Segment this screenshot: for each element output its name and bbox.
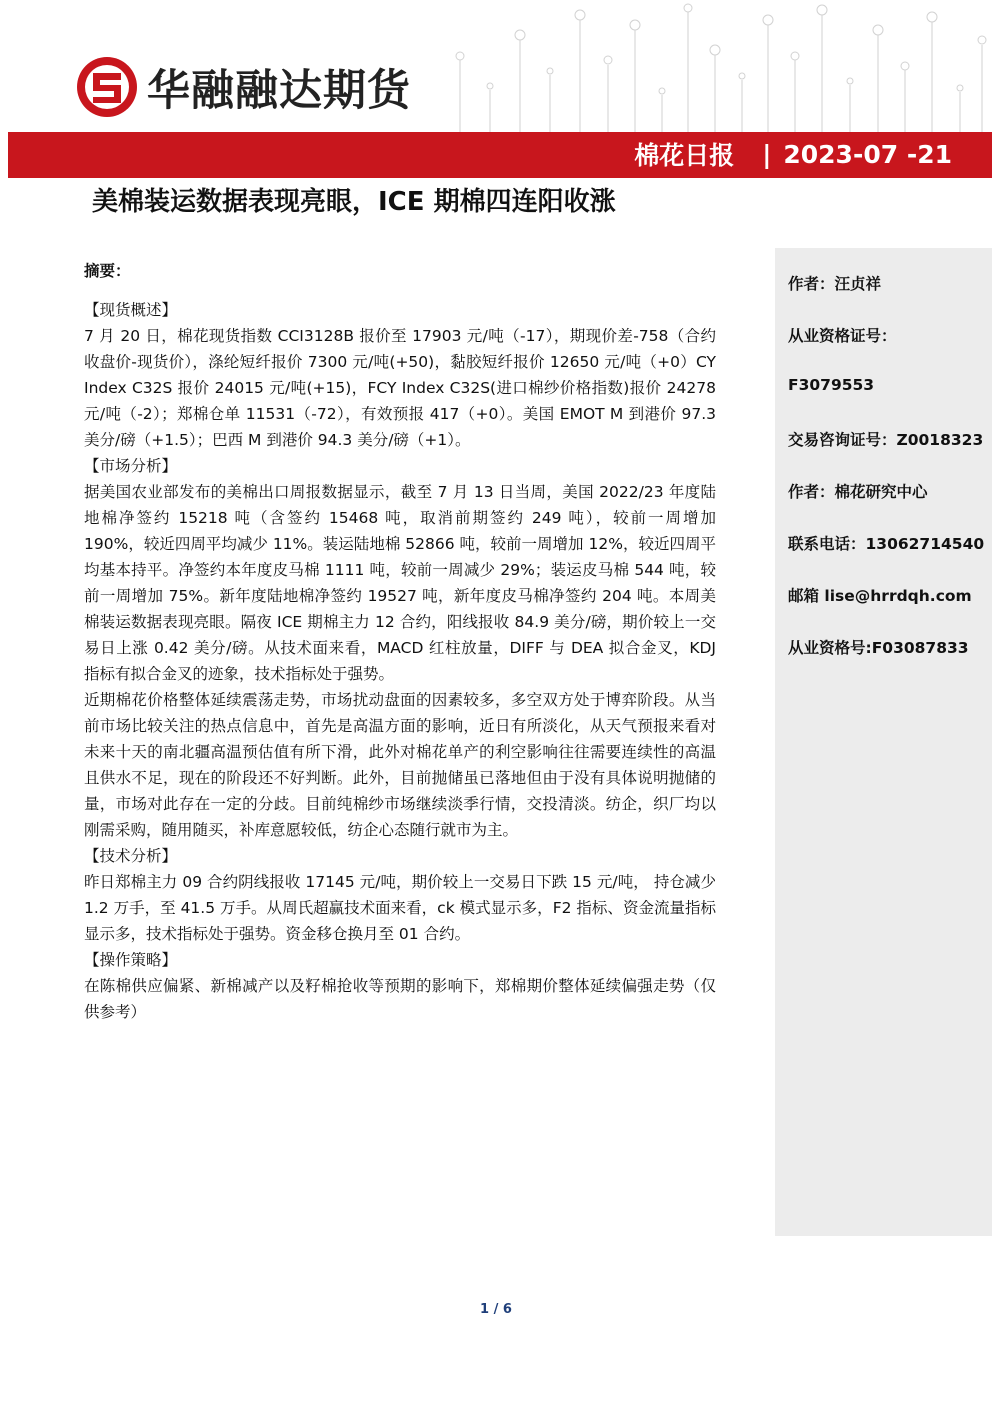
author-name: 作者：汪贞祥: [788, 275, 882, 293]
section-heading: 【技术分析】: [84, 847, 178, 865]
license-number-2: 从业资格号:F03087833: [788, 639, 969, 657]
section-technical-analysis: [84, 843, 716, 947]
paragraph: 7 月 20 日，棉花现货指数 CCI3128B 报价至 17903 元/吨（-17），期现价差-758（合约收盘价-现货价），涤纶短纤报价 7300 元/吨(+50)，黏胶短纤报价 12650 元/吨（+0）CY Index C32S 报价 24015 元/吨(+15)，FCY Index C32S(进口棉纱价格指数)报价 24278 元/吨（-2）；郑棉仓单 11531（-72），有效预报 417（+0）。美国 EMOT M 到港价 97.3 美分/磅（+1.5）；巴西 M 到港价 94.3 美分/磅（+1）。: [84, 327, 716, 449]
section-heading: 【操作策略】: [84, 951, 178, 969]
company-name: 华融融达期货: [147, 65, 411, 116]
report-title: [634, 136, 952, 172]
research-author: 作者：棉花研究中心: [788, 483, 928, 501]
page-number: 1 / 6: [480, 1302, 512, 1317]
section-spot-overview: [84, 297, 716, 453]
author-sidebar: [775, 248, 992, 1236]
contact-phone: 联系电话：13062714540: [788, 535, 985, 553]
header-decoration: [430, 0, 992, 132]
logo-icon: [75, 55, 139, 119]
section-strategy: [84, 947, 716, 1025]
headline: 美棉装运数据表现亮眼，ICE 期棉四连阳收涨: [92, 187, 616, 217]
section-heading: 【市场分析】: [84, 457, 178, 475]
license-label: 从业资格证号：: [788, 327, 897, 345]
report-date: 2023-07 -21: [783, 139, 952, 169]
report-type: 棉花日报: [634, 141, 735, 170]
contact-email[interactable]: 邮箱 lise@hrrdqh.com: [788, 587, 972, 605]
paragraph: 近期棉花价格整体延续震荡走势，市场扰动盘面的因素较多，多空双方处于博弈阶段。从当前市场比较关注的热点信息中，首先是高温方面的影响，近日有所淡化，从天气预报来看对未来十天的南北疆高温预估值有所下滑，此外对棉花单产的利空影响往往需要连续性的高温且供水不足，现在的阶段还不好判断。此外，目前抛储虽已落地但由于没有具体说明抛储的量，市场对此存在一定的分歧。目前纯棉纱市场继续淡季行情，交投清淡。纺企，织厂均以刚需采购，随用随买，补库意愿较低，纺企心态随行就市为主。: [84, 691, 716, 839]
consult-license: 交易咨询证号：Z0018323: [788, 431, 984, 449]
section-market-analysis: [84, 453, 716, 843]
main-content: [84, 258, 716, 1025]
title-separator: |: [762, 139, 772, 169]
paragraph: 据美国农业部发布的美棉出口周报数据显示，截至 7 月 13 日当周，美国 2022/23 年度陆地棉净签约 15218 吨（含签约 15468 吨，取消前期签约 249 吨），较前一周增加 190%，较近四周平均减少 11%。装运陆地棉 52866 吨，较前一周增加 12%，较近四周平均基本持平。净签约本年度皮马棉 1111 吨，较前一周减少 29%；装运皮马棉 544 吨，较前一周增加 75%。新年度陆地棉净签约 19527 吨，新年度皮马棉净签约 204 吨。本周美棉装运数据表现亮眼。隔夜 ICE 期棉主力 12 合约，阳线报收 84.9 美分/磅，期价较上一交易日上涨 0.42 美分/磅。从技术面来看，MACD 红柱放量，DIFF 与 DEA 拟合金叉，KDJ 指标有拟合金叉的迹象，技术指标处于强势。: [84, 483, 716, 683]
abstract-label: 摘要：: [84, 262, 131, 280]
paragraph: 在陈棉供应偏紧、新棉减产以及籽棉抢收等预期的影响下，郑棉期价整体延续偏强走势（仅供参考）: [84, 977, 716, 1021]
license-number: F3079553: [788, 376, 875, 394]
section-heading: 【现货概述】: [84, 301, 178, 319]
paragraph: 昨日郑棉主力 09 合约阴线报收 17145 元/吨，期价较上一交易日下跌 15 元/吨， 持仓减少 1.2 万手，至 41.5 万手。从周氏超赢技术面来看，ck 模式显示多，F2 指标、资金流量指标显示多，技术指标处于强势。资金移仓换月至 01 合约。: [84, 873, 716, 943]
company-logo: [75, 55, 411, 119]
